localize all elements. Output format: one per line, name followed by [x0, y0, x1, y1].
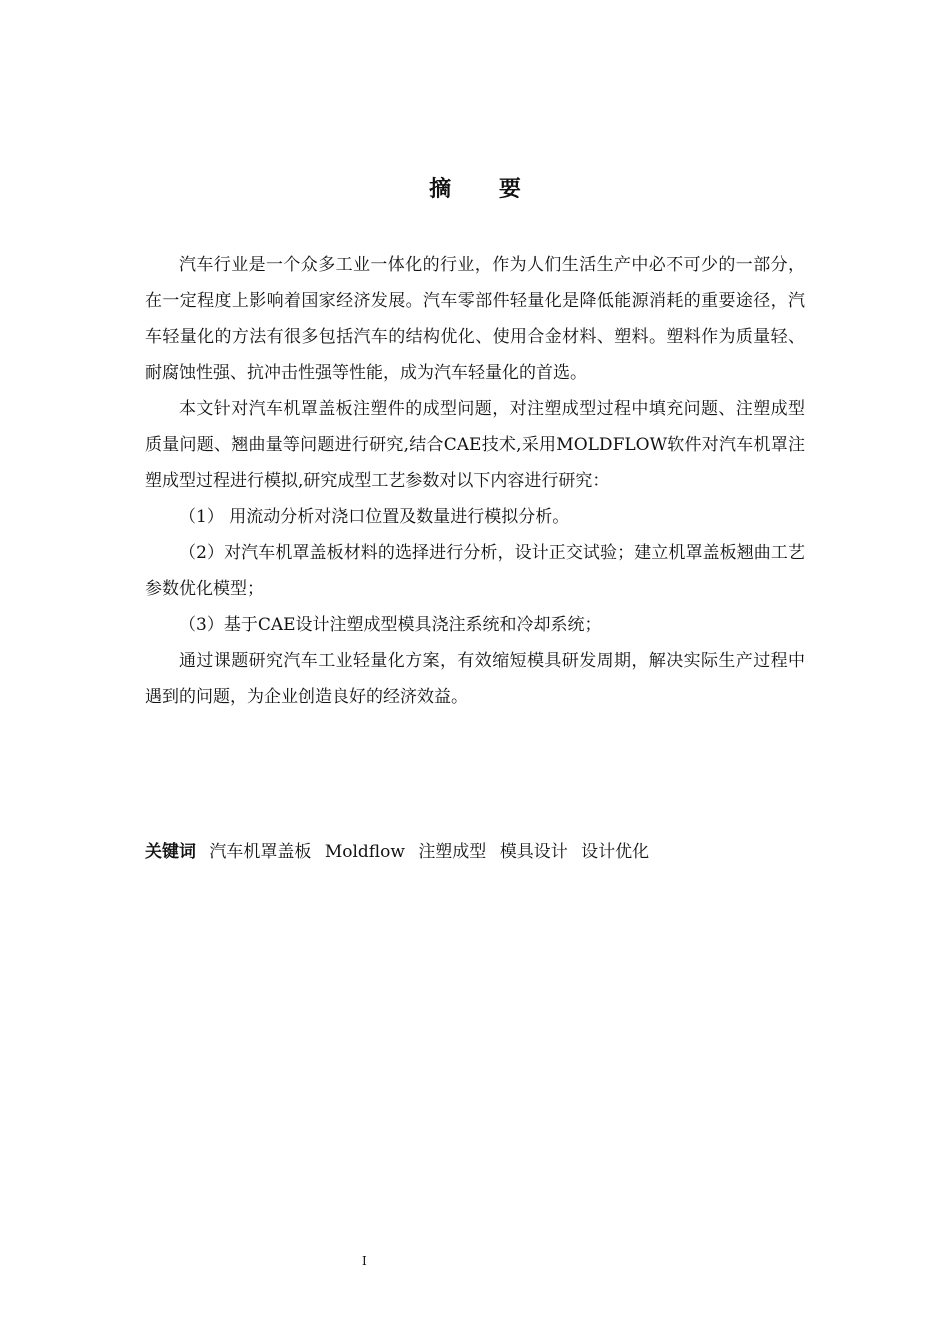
- list-item-3: （3）基于CAE设计注塑成型模具浇注系统和冷却系统；: [179, 615, 602, 635]
- keywords-label: 关键词: [145, 842, 196, 862]
- keyword-term: 汽车机罩盖板: [209, 842, 312, 862]
- keyword-term: 注塑成型: [418, 842, 487, 862]
- paragraph-scope: 本文针对汽车机罩盖板注塑件的成型问题，对注塑成型过程中填充问题、注塑成型质量问题、翘曲量等问题进行研究,结合CAE技术,采用MOLDFLOW软件对汽车机罩注塑成型过程进行模拟,研究成型工艺参数对以下内容进行研究：: [145, 399, 805, 491]
- abstract-title: 摘 要: [429, 177, 541, 202]
- list-item-2: （2）对汽车机罩盖板材料的选择进行分析，设计正交试验；建立机罩盖板翘曲工艺参数优化模型；: [145, 543, 805, 599]
- abstract-body: [145, 247, 805, 715]
- list-item-1: （1） 用流动分析对浇口位置及数量进行模拟分析。: [179, 507, 570, 527]
- keywords-line: [145, 838, 805, 866]
- page-number: I: [362, 1254, 367, 1268]
- keyword-term: 设计优化: [581, 842, 650, 862]
- keyword-term: Moldflow: [324, 842, 405, 862]
- paragraph-conclusion: 通过课题研究汽车工业轻量化方案，有效缩短模具研发周期，解决实际生产过程中遇到的问题，为企业创造良好的经济效益。: [145, 651, 805, 707]
- paragraph-intro: 汽车行业是一个众多工业一体化的行业，作为人们生活生产中必不可少的一部分，在一定程度上影响着国家经济发展。汽车零部件轻量化是降低能源消耗的重要途径，汽车轻量化的方法有很多包括汽车的结构优化、使用合金材料、塑料。塑料作为质量轻、耐腐蚀性强、抗冲击性强等性能，成为汽车轻量化的首选。: [145, 255, 805, 383]
- keyword-term: 模具设计: [499, 842, 568, 862]
